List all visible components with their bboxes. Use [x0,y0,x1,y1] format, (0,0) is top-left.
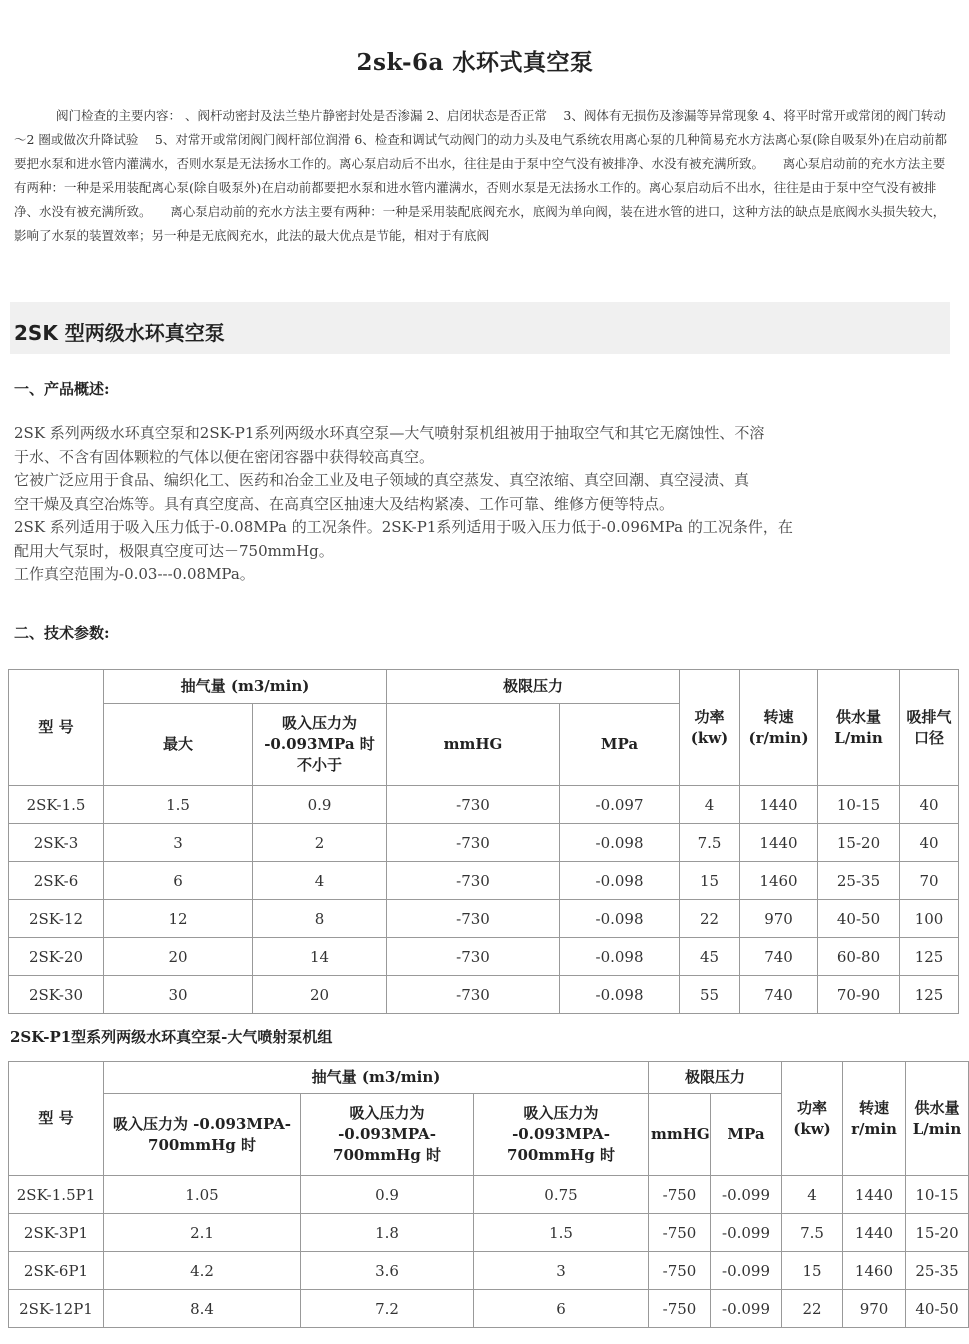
table-cell: 6 [104,862,253,900]
table-cell: -750 [649,1290,711,1328]
table-cell: 3.6 [301,1252,474,1290]
table-cell: 8 [253,900,387,938]
table-cell: -750 [649,1252,711,1290]
table-cell: -730 [387,900,560,938]
table-cell: 1440 [843,1176,906,1214]
table-row [9,1252,969,1290]
header-model: 型 号 [9,670,104,786]
header-water: 供水量 L/min [906,1062,969,1176]
table-cell: -0.097 [560,786,680,824]
table-cell: 30 [104,976,253,1014]
table-cell: 100 [900,900,959,938]
table-cell: 6 [474,1290,649,1328]
table-row [9,938,959,976]
table-cell: 22 [680,900,740,938]
table-cell: -0.098 [560,824,680,862]
table-cell: 2 [253,824,387,862]
table-cell: 20 [104,938,253,976]
table-row [9,1290,969,1328]
table-cell: 22 [782,1290,843,1328]
header-mmhg: mmHG [387,704,560,786]
header-flow: 抽气量 (m3/min) [104,670,387,704]
overview-heading: 一、产品概述: [14,380,110,398]
table-cell: 1.05 [104,1176,301,1214]
table-cell: 25-35 [906,1252,969,1290]
header-port: 吸排气口径 [900,670,959,786]
overview-line: 空干燥及真空冶炼等。具有真空度高、在高真空区抽速大及结构紧凑、工作可靠、维修方便等特点。 [14,494,675,513]
table-cell: 55 [680,976,740,1014]
table-cell: 2SK-12P1 [9,1290,104,1328]
table-cell: 2.1 [104,1214,301,1252]
table-cell: 10-15 [906,1176,969,1214]
table-row [9,1214,969,1252]
table-cell: 10-15 [818,786,900,824]
table-cell: -0.098 [560,862,680,900]
table2-caption: 2SK-P1型系列两级水环真空泵-大气喷射泵机组 [10,1028,333,1046]
table-cell: -0.099 [711,1290,782,1328]
table-cell: 125 [900,976,959,1014]
table-cell: -730 [387,786,560,824]
table-cell: 1460 [843,1252,906,1290]
table-cell: -0.098 [560,938,680,976]
params-heading: 二、技术参数: [14,624,110,642]
table-cell: 1.5 [104,786,253,824]
table-cell: 4 [782,1176,843,1214]
table-cell: 2SK-3P1 [9,1214,104,1252]
table-cell: 70-90 [818,976,900,1014]
table-cell: -0.099 [711,1176,782,1214]
table-cell: -730 [387,938,560,976]
overview-line: 于水、不含有固体颗粒的气体以便在密闭容器中获得较高真空。 [14,447,435,466]
table-cell: 2SK-6P1 [9,1252,104,1290]
table-cell: -750 [649,1176,711,1214]
header-flow-col2: 吸入压力为 -0.093MPA-700mmHg 时 [301,1094,474,1176]
table-cell: 1.8 [301,1214,474,1252]
table-cell: 2SK-20 [9,938,104,976]
table-cell: 0.75 [474,1176,649,1214]
overview-line: 工作真空范围为-0.03---0.08MPa。 [14,565,255,583]
table-row [9,824,959,862]
header-mpa: MPa [560,704,680,786]
header-flow-col3: 吸入压力为 -0.093MPA-700mmHg 时 [474,1094,649,1176]
table-cell: 0.9 [253,786,387,824]
table-cell: 7.5 [782,1214,843,1252]
table-cell: 15 [680,862,740,900]
header-power: 功率 (kw) [782,1062,843,1176]
table-cell: 4 [253,862,387,900]
table-cell: 7.5 [680,824,740,862]
table-cell: -730 [387,824,560,862]
table-row [9,900,959,938]
header-power: 功率 (kw) [680,670,740,786]
intro-paragraph: 阀门检查的主要内容： 、阀杆动密封及法兰垫片静密封处是否渗漏 2、启闭状态是否正常 3、阀体有无损伤及渗漏等异常现象 4、将平时常开或常闭的阀门转动～2 圈或做次升降试验 5、对常开或常闭阀门阀杆部位润滑 6、检查和调试气动阀门的动力头及电气系统农用离心泵的几种简易充水方法离心泵(除自吸泵外)在启动前都要把水泵和进水管内灌满水，否则水泵是无法扬水工作的。离心泵启动后不出水，往往是由于泵中空气没有被排净、水没有被充满所致。 离心泵启动前的充水方法主要有两种：一种是采用装配离心泵(除自吸泵外)在启动前都要把水泵和进水管内灌满水，否则水泵是无法扬水工作的。离心泵启动后不出水，往往是由于泵中空气没有被排净、水没有被充满所致。 离心泵启动前的充水方法主要有两种：一种是采用装配底阀充水，底阀为单向阀，装在进水管的进口，这种方法的缺点是底阀水头损失较大，影响了水泵的装置效率；另一种是无底阀充水，此法的最大优点是节能，相对于有底阀 [14,108,948,243]
header-mmhg: mmHG [649,1094,711,1176]
table-cell: 740 [740,938,818,976]
table-cell: 2SK-1.5P1 [9,1176,104,1214]
table-cell: 45 [680,938,740,976]
table-cell: 20 [253,976,387,1014]
table-cell: 40-50 [906,1290,969,1328]
overview-line: 2SK 系列两级水环真空泵和2SK-P1系列两级水环真空泵—大气喷射泵机组被用于抽取空气和其它无腐蚀性、不溶 [14,424,765,442]
header-mpa: MPa [711,1094,782,1176]
overview-line: 它被广泛应用于食品、编织化工、医药和冶金工业及电子领域的真空蒸发、真空浓缩、真空回潮、真空浸渍、真 [14,471,750,489]
table-cell: 0.9 [301,1176,474,1214]
table-cell: 4 [680,786,740,824]
table-cell: 1440 [740,824,818,862]
table-cell: 970 [843,1290,906,1328]
table-cell: 1440 [740,786,818,824]
table-cell: 1.5 [474,1214,649,1252]
table-cell: 15-20 [906,1214,969,1252]
header-model: 型 号 [9,1062,104,1176]
header-flow: 抽气量 (m3/min) [104,1062,649,1094]
table-cell: 7.2 [301,1290,474,1328]
overview-text [14,422,954,587]
table-row [9,786,959,824]
table-cell: 2SK-12 [9,900,104,938]
table-cell: -730 [387,862,560,900]
table-cell: 40 [900,824,959,862]
header-limit-pressure: 极限压力 [387,670,680,704]
table-cell: 15 [782,1252,843,1290]
table-cell: -0.099 [711,1214,782,1252]
overview-line: 配用大气泵时，极限真空度可达－750mmHg。 [14,541,334,560]
table-cell: 25-35 [818,862,900,900]
table-cell: 4.2 [104,1252,301,1290]
table-cell: 1440 [843,1214,906,1252]
table-cell: 2SK-30 [9,976,104,1014]
section-title: 2SK 型两级水环真空泵 [14,321,225,345]
overview-line: 2SK 系列适用于吸入压力低于-0.08MPa 的工况条件。2SK-P1系列适用于吸入压力低于-0.096MPa 的工况条件，在 [14,518,793,536]
table-row [9,862,959,900]
table-cell: 3 [104,824,253,862]
table-cell: 12 [104,900,253,938]
table-cell: -730 [387,976,560,1014]
table-cell: 40-50 [818,900,900,938]
header-max: 最大 [104,704,253,786]
table-cell: 70 [900,862,959,900]
table-cell: 60-80 [818,938,900,976]
table-cell: -0.098 [560,900,680,938]
header-flow-col1: 吸入压力为 -0.093MPA-700mmHg 时 [104,1094,301,1176]
header-flow-at-pressure: 吸入压力为 -0.093MPa 时 不小于 [253,704,387,786]
table-cell: 2SK-1.5 [9,786,104,824]
header-speed: 转速 (r/min) [740,670,818,786]
table-cell: 2SK-6 [9,862,104,900]
table-cell: 14 [253,938,387,976]
table-cell: -0.098 [560,976,680,1014]
table-cell: 970 [740,900,818,938]
table-cell: 125 [900,938,959,976]
table-cell: 3 [474,1252,649,1290]
table-row [9,1176,969,1214]
header-limit-pressure: 极限压力 [649,1062,782,1094]
table-row [9,976,959,1014]
table-cell: 2SK-3 [9,824,104,862]
table-cell: 1460 [740,862,818,900]
table-cell: -0.099 [711,1252,782,1290]
table-cell: 40 [900,786,959,824]
table-cell: 8.4 [104,1290,301,1328]
spec-table-2sk-p1 [8,1061,969,1328]
header-speed: 转速 r/min [843,1062,906,1176]
table-cell: -750 [649,1214,711,1252]
spec-table-2sk [8,669,959,1014]
page-title: 2sk-6a 水环式真空泵 [356,49,594,76]
table-cell: 15-20 [818,824,900,862]
table-cell: 740 [740,976,818,1014]
header-water: 供水量 L/min [818,670,900,786]
